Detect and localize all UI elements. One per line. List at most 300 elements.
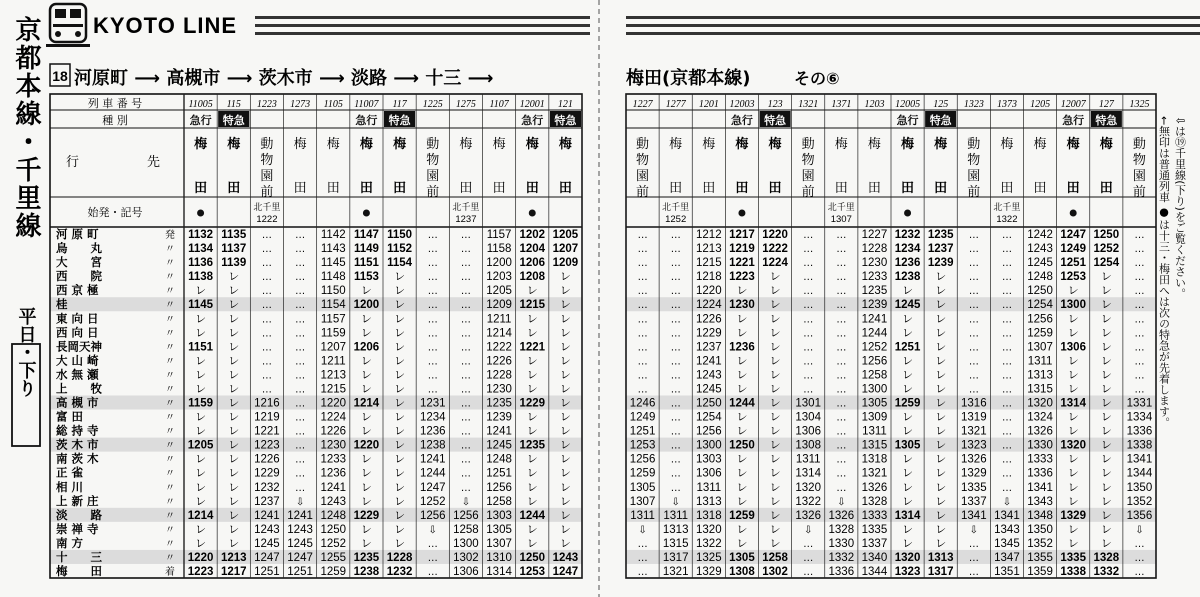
time-cell: レ: [1067, 326, 1079, 340]
time-cell: レ: [769, 452, 781, 466]
time-cell: …: [968, 384, 979, 396]
time-cell: レ: [228, 438, 240, 452]
time-cell: 1310: [486, 551, 512, 564]
time-cell: 1159: [188, 397, 214, 410]
time-cell: レ: [195, 536, 207, 550]
time-cell: 1227: [861, 229, 888, 242]
time-cell: 1314: [486, 566, 512, 578]
time-cell: 1232: [386, 566, 413, 578]
time-cell: レ: [736, 480, 748, 494]
train-number: 1371: [831, 99, 852, 110]
time-cell: 1333: [1027, 453, 1053, 466]
time-cell: ⇩: [1002, 496, 1012, 508]
time-cell: 1333: [861, 509, 888, 522]
time-cell: …: [427, 328, 438, 340]
time-cell: 1258: [762, 551, 788, 564]
time-cell: 1306: [795, 425, 821, 438]
time-cell: レ: [902, 368, 914, 382]
time-cell: 1136: [188, 257, 214, 270]
time-cell: …: [295, 412, 306, 424]
train-number-label: 列 車 番 号: [87, 97, 143, 110]
time-cell: レ: [769, 438, 781, 452]
time-cell: …: [803, 314, 814, 326]
time-cell: …: [460, 300, 471, 312]
time-cell: 1340: [861, 551, 888, 564]
destination-label-b: 先: [146, 155, 160, 170]
station-name: 河 原 町: [56, 227, 99, 242]
time-cell: …: [836, 454, 847, 466]
time-cell: レ: [736, 466, 748, 480]
time-cell: 1316: [961, 397, 987, 410]
station-name: 梅 田: [56, 564, 102, 578]
header-rules: [255, 16, 1200, 35]
time-cell: …: [968, 342, 979, 354]
time-cell: 1207: [552, 243, 579, 256]
time-cell: …: [803, 552, 814, 564]
time-cell: レ: [228, 424, 240, 438]
through-marker-dot: [738, 210, 745, 217]
time-cell: …: [670, 356, 681, 368]
through-marker-dot: [1070, 210, 1077, 217]
time-cell: 1313: [1027, 369, 1053, 382]
time-cell: 1309: [861, 411, 888, 424]
time-cell: 1223: [187, 566, 214, 578]
time-cell: 1313: [696, 495, 722, 508]
time-cell: …: [427, 342, 438, 354]
time-cell: 1341: [994, 509, 1020, 522]
train-number: 125: [933, 99, 949, 110]
time-cell: レ: [394, 312, 406, 326]
time-cell: 1251: [894, 341, 921, 354]
time-cell: …: [968, 567, 979, 578]
time-cell: …: [460, 230, 471, 242]
time-cell: …: [427, 567, 438, 578]
time-cell: …: [460, 454, 471, 466]
time-cell: …: [460, 412, 471, 424]
time-cell: …: [803, 384, 814, 396]
time-cell: …: [637, 244, 648, 256]
time-cell: …: [295, 258, 306, 270]
route-number-box: [50, 64, 70, 86]
destination: 梅田: [834, 137, 848, 196]
time-cell: …: [261, 230, 272, 242]
time-cell: レ: [360, 284, 372, 298]
station-mark: 〃: [165, 482, 175, 494]
time-cell: 1231: [419, 397, 446, 410]
time-cell: …: [460, 328, 471, 340]
time-cell: 1305: [629, 481, 656, 494]
train-number: 1275: [455, 99, 476, 110]
time-cell: …: [460, 342, 471, 354]
time-cell: 1337: [961, 495, 987, 508]
time-cell: 1159: [320, 327, 346, 340]
time-cell: 1244: [729, 397, 755, 410]
time-cell: レ: [1100, 284, 1112, 298]
time-cell: 1245: [287, 537, 313, 550]
time-cell: 1203: [486, 271, 512, 284]
time-cell: 1206: [353, 341, 380, 354]
time-cell: 1338: [1126, 439, 1153, 452]
time-cell: 1311: [630, 509, 655, 522]
time-cell: レ: [394, 452, 406, 466]
time-cell: 1220: [320, 397, 347, 410]
time-cell: レ: [1100, 326, 1112, 340]
time-cell: 1305: [861, 397, 888, 410]
time-cell: 1258: [453, 523, 479, 536]
time-cell: レ: [228, 522, 240, 536]
time-cell: 1305: [894, 439, 921, 452]
time-cell: ⇩: [1135, 524, 1144, 536]
time-cell: …: [295, 300, 306, 312]
time-cell: レ: [559, 284, 571, 298]
time-cell: レ: [1067, 382, 1079, 396]
time-cell: レ: [559, 354, 571, 368]
time-cell: 1318: [696, 509, 722, 522]
time-cell: レ: [228, 284, 240, 298]
station-mark: 着: [165, 567, 175, 578]
time-cell: 1205: [552, 229, 579, 242]
through-marker-dot: [529, 210, 536, 217]
time-cell: 1215: [320, 383, 347, 396]
time-cell: レ: [935, 298, 947, 312]
time-cell: 1228: [386, 551, 413, 564]
time-cell: レ: [559, 368, 571, 382]
station-mark: 〃: [165, 356, 175, 368]
time-cell: レ: [360, 522, 372, 536]
time-cell: 1226: [254, 453, 280, 466]
train-type-badge: 特急: [554, 114, 577, 127]
time-cell: レ: [360, 494, 372, 508]
time-cell: レ: [736, 354, 748, 368]
time-cell: レ: [935, 494, 947, 508]
time-cell: レ: [769, 410, 781, 424]
time-cell: 1245: [254, 537, 280, 550]
time-cell: 1238: [353, 566, 380, 578]
time-cell: レ: [1100, 270, 1112, 284]
time-cell: 1247: [254, 551, 280, 564]
time-cell: レ: [1067, 466, 1079, 480]
time-cell: …: [295, 482, 306, 494]
station-name: 東 向 日: [56, 311, 99, 326]
time-cell: レ: [195, 466, 207, 480]
train-type-badge: 特急: [929, 114, 952, 127]
time-cell: 1158: [486, 243, 512, 256]
time-cell: 1355: [1027, 551, 1053, 564]
origin-time: 1222: [256, 214, 278, 225]
time-cell: 1221: [729, 257, 755, 270]
time-cell: 1234: [894, 243, 921, 256]
time-cell: レ: [769, 424, 781, 438]
station-name: 南 茨 木: [56, 451, 99, 466]
time-cell: レ: [394, 382, 406, 396]
time-cell: レ: [228, 452, 240, 466]
time-cell: 1211: [320, 355, 346, 368]
time-cell: 1214: [353, 397, 380, 410]
time-cell: レ: [736, 368, 748, 382]
time-cell: …: [427, 552, 438, 564]
time-cell: 1326: [1027, 425, 1053, 438]
time-cell: 1245: [894, 299, 921, 312]
time-cell: …: [1001, 272, 1012, 284]
time-cell: レ: [195, 368, 207, 382]
time-cell: …: [637, 314, 648, 326]
time-cell: レ: [769, 270, 781, 284]
time-cell: 1248: [320, 509, 347, 522]
time-cell: レ: [935, 424, 947, 438]
time-cell: …: [295, 384, 306, 396]
time-cell: レ: [736, 452, 748, 466]
time-cell: …: [803, 328, 814, 340]
time-cell: 1211: [486, 313, 512, 326]
time-cell: …: [1001, 356, 1012, 368]
time-cell: 1250: [1027, 285, 1053, 298]
time-cell: 1220: [762, 229, 788, 242]
time-cell: レ: [902, 354, 914, 368]
station-mark: 〃: [165, 398, 175, 410]
time-cell: 1347: [994, 551, 1020, 564]
station-mark: 〃: [165, 454, 175, 466]
time-cell: レ: [1067, 480, 1079, 494]
time-cell: 1238: [894, 271, 921, 284]
time-cell: レ: [228, 466, 240, 480]
time-cell: レ: [1100, 354, 1112, 368]
time-cell: …: [637, 538, 648, 550]
time-cell: 1320: [1027, 397, 1053, 410]
time-cell: …: [803, 272, 814, 284]
time-cell: 1331: [1126, 397, 1153, 410]
train-number: 12005: [895, 99, 921, 110]
time-cell: 1251: [1060, 257, 1086, 270]
time-cell: 1326: [828, 509, 855, 522]
time-cell: 1247: [552, 566, 579, 578]
time-cell: 1236: [419, 425, 446, 438]
time-cell: …: [261, 314, 272, 326]
time-cell: …: [803, 300, 814, 312]
time-cell: …: [670, 272, 681, 284]
time-cell: 1350: [1126, 481, 1153, 494]
station-name: 茨 木 市: [56, 437, 99, 452]
time-cell: 1245: [1027, 257, 1053, 270]
time-cell: レ: [360, 452, 372, 466]
time-cell: 1212: [696, 229, 722, 242]
time-cell: …: [803, 244, 814, 256]
time-cell: ⇩: [428, 524, 437, 536]
route-title-left: 河原町 ⟶ 高槻市 ⟶ 茨木市 ⟶ 淡路 ⟶ 十三 ⟶: [74, 68, 494, 89]
station-mark: 〃: [165, 496, 175, 508]
time-cell: レ: [935, 326, 947, 340]
train-type-badge: 特急: [222, 114, 245, 127]
time-cell: 1330: [1027, 439, 1053, 452]
time-cell: 1251: [254, 566, 280, 578]
time-cell: レ: [1100, 298, 1112, 312]
time-cell: レ: [935, 522, 947, 536]
time-cell: …: [1134, 370, 1145, 382]
time-cell: …: [295, 286, 306, 298]
station-name: 総 持 寺: [56, 423, 99, 438]
time-cell: …: [1134, 342, 1145, 354]
time-cell: レ: [769, 536, 781, 550]
time-cell: レ: [1100, 466, 1112, 480]
time-cell: レ: [394, 326, 406, 340]
time-cell: レ: [526, 354, 538, 368]
time-cell: レ: [935, 466, 947, 480]
time-cell: 1341: [1027, 481, 1053, 494]
time-cell: 1202: [519, 229, 546, 242]
time-cell: …: [637, 567, 648, 578]
train-type-badge: 急行: [896, 114, 919, 127]
time-cell: レ: [902, 312, 914, 326]
time-cell: レ: [559, 340, 571, 354]
time-cell: レ: [559, 536, 571, 550]
time-cell: …: [836, 258, 847, 270]
time-cell: 1247: [419, 481, 446, 494]
time-cell: 1344: [1126, 467, 1153, 480]
time-cell: …: [637, 230, 648, 242]
time-cell: …: [1001, 482, 1012, 494]
time-cell: レ: [195, 480, 207, 494]
time-cell: …: [295, 440, 306, 452]
destination: 梅田: [1066, 137, 1080, 196]
time-cell: …: [670, 454, 681, 466]
time-cell: 1250: [729, 439, 755, 452]
time-cell: …: [261, 286, 272, 298]
time-cell: …: [427, 314, 438, 326]
station-mark: 〃: [165, 300, 175, 312]
time-cell: 1259: [729, 509, 755, 522]
time-cell: …: [295, 468, 306, 480]
station-mark: 〃: [165, 440, 175, 452]
destination: 梅田: [558, 137, 572, 196]
origin-label: 始発・記号: [87, 206, 143, 219]
time-cell: レ: [902, 480, 914, 494]
time-cell: 1329: [961, 467, 987, 480]
station-mark: 〃: [165, 286, 175, 298]
time-cell: …: [460, 286, 471, 298]
time-cell: 1315: [861, 439, 888, 452]
time-cell: 1208: [519, 271, 546, 284]
origin-station: 北千里: [827, 203, 855, 213]
time-cell: 1244: [861, 327, 888, 340]
time-cell: …: [803, 286, 814, 298]
origin-station: 北千里: [253, 203, 281, 213]
station-mark: 〃: [165, 370, 175, 382]
destination: 梅田: [1099, 137, 1113, 196]
time-cell: レ: [195, 326, 207, 340]
time-cell: レ: [195, 382, 207, 396]
time-cell: レ: [360, 424, 372, 438]
time-cell: レ: [394, 494, 406, 508]
time-cell: レ: [394, 410, 406, 424]
time-cell: …: [1001, 230, 1012, 242]
time-cell: レ: [195, 410, 207, 424]
time-cell: 1258: [861, 369, 888, 382]
time-cell: レ: [769, 298, 781, 312]
time-cell: 1319: [961, 411, 987, 424]
time-cell: …: [427, 230, 438, 242]
time-cell: 1350: [1027, 523, 1053, 536]
time-cell: 1246: [629, 397, 656, 410]
time-cell: レ: [394, 522, 406, 536]
time-cell: …: [1134, 538, 1145, 550]
header-title: KYOTO LINE: [93, 13, 238, 38]
time-cell: …: [803, 370, 814, 382]
through-marker-dot: [363, 210, 370, 217]
time-cell: …: [836, 370, 847, 382]
time-cell: …: [261, 300, 272, 312]
time-cell: …: [836, 328, 847, 340]
time-cell: 1314: [1060, 397, 1086, 410]
time-cell: 1250: [320, 523, 347, 536]
time-cell: …: [427, 356, 438, 368]
time-cell: …: [670, 328, 681, 340]
time-cell: …: [637, 384, 648, 396]
time-cell: 1252: [419, 495, 446, 508]
time-cell: 1230: [729, 299, 755, 312]
train-number: 1225: [422, 99, 443, 110]
time-cell: …: [1001, 314, 1012, 326]
time-cell: 1307: [1027, 341, 1053, 354]
train-number: 1325: [1129, 99, 1150, 110]
time-cell: …: [637, 328, 648, 340]
time-cell: …: [1001, 440, 1012, 452]
time-cell: 1235: [486, 397, 512, 410]
time-cell: …: [1134, 356, 1145, 368]
time-cell: 1306: [453, 566, 479, 578]
time-cell: 1243: [287, 523, 313, 536]
time-cell: 1311: [663, 509, 689, 522]
station-name: 富 田: [56, 409, 84, 424]
time-cell: レ: [394, 536, 406, 550]
time-cell: 1214: [486, 327, 512, 340]
time-cell: 1242: [1027, 229, 1053, 242]
time-cell: 1336: [828, 566, 855, 578]
time-cell: …: [968, 258, 979, 270]
time-cell: …: [427, 384, 438, 396]
station-name: 大 山 崎: [56, 353, 99, 368]
train-number: 12001: [519, 99, 545, 110]
time-cell: …: [836, 412, 847, 424]
time-cell: …: [1001, 454, 1012, 466]
time-cell: 1233: [320, 453, 347, 466]
time-cell: 1300: [453, 537, 479, 550]
destination: 梅田: [1000, 137, 1014, 196]
train-type-badge: 急行: [1062, 114, 1085, 127]
time-cell: 1237: [254, 495, 280, 508]
time-cell: レ: [769, 340, 781, 354]
time-cell: レ: [360, 326, 372, 340]
train-type-badge: 急行: [189, 114, 212, 127]
time-cell: レ: [559, 494, 571, 508]
time-cell: 1311: [696, 481, 722, 494]
time-cell: レ: [902, 382, 914, 396]
time-cell: 1233: [861, 271, 888, 284]
train-type-badge: 特急: [388, 114, 411, 127]
destination: 梅田: [901, 137, 915, 196]
time-cell: 1336: [1027, 467, 1053, 480]
destination-label-a: 行: [66, 155, 80, 170]
time-cell: …: [670, 398, 681, 410]
time-cell: 1137: [221, 243, 247, 256]
time-cell: 1323: [894, 566, 921, 578]
time-cell: 1250: [696, 397, 722, 410]
origin-time: 1237: [455, 214, 477, 225]
time-cell: 1206: [519, 257, 546, 270]
time-cell: 1200: [486, 257, 512, 270]
time-cell: 1154: [387, 257, 413, 270]
destination: 梅田: [459, 137, 473, 196]
time-cell: ⇩: [803, 524, 813, 536]
time-cell: レ: [769, 326, 781, 340]
